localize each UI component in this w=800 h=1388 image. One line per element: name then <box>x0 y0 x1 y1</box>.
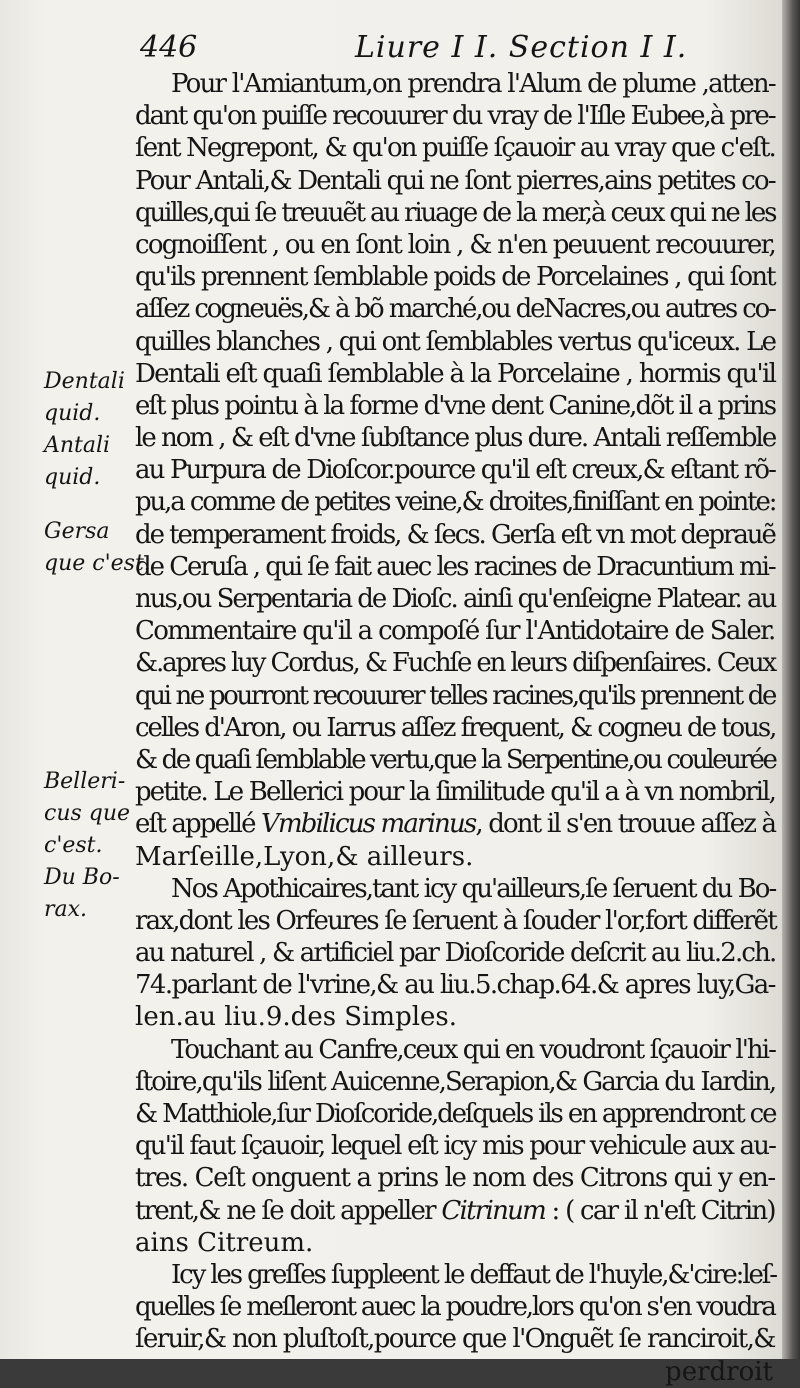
text-line <box>135 132 775 164</box>
text-line <box>135 680 775 712</box>
text-line <box>135 905 775 937</box>
text-segment: ſent Negrepont, & qu'on puiſſe ſçauoir au vray que c'eſt. <box>135 133 775 164</box>
text-segment: ſtoire,qu'ils liſent Auicenne,Serapion,& Garcia du Iardin, <box>135 1066 776 1097</box>
text-line <box>135 1227 775 1259</box>
text-line <box>135 68 775 100</box>
text-segment: eſt appellé <box>135 809 262 840</box>
text-line <box>135 519 775 551</box>
text-segment: petite. Le Bellerici pour la ſimilitude qu'il a à vn nombril, <box>135 777 775 808</box>
text-line <box>135 197 775 229</box>
text-line <box>135 1130 775 1162</box>
page-edge <box>782 0 800 1359</box>
text-line <box>135 1356 775 1388</box>
text-segment: Nos Apothicaires,tant icy qu'ailleurs,ſe ſeruent du Bo- <box>171 873 776 904</box>
text-line <box>135 1291 775 1323</box>
italic-term: Vmbilicus marinus <box>261 809 476 840</box>
text-segment: Icy les greſſes ſuppleent le deffaut de l'huyle,&'cire:leſ- <box>171 1259 776 1290</box>
page-header <box>140 24 780 68</box>
marginal-note-line: que c'est. <box>44 551 151 576</box>
marginal-note <box>44 516 151 580</box>
marginal-note-line: c'est. <box>44 833 103 858</box>
text-segment: ains Citreum. <box>135 1227 314 1258</box>
text-line <box>135 647 775 679</box>
text-segment: Marſeille,Lyon,& ailleurs. <box>135 841 474 872</box>
text-segment: & de quaſi ſemblable vertu,que la Serpentine,ou couleurée <box>135 744 776 775</box>
marginal-note <box>44 766 138 862</box>
body-text <box>135 68 775 1388</box>
text-segment: au Purpura de Dioſcor.pource qu'il eſt creux,& eſtant rõ- <box>135 455 776 486</box>
text-segment: dant qu'on puiſſe recouurer du vray de l'Iſle Eubee,à pre- <box>135 101 775 132</box>
text-segment: quilles,qui ſe treuuẽt au riuage de la mer,à ceux qui ne les <box>135 197 776 228</box>
text-line <box>135 454 775 486</box>
text-line <box>135 841 775 873</box>
text-segment: quilles blanches , qui ont ſemblables vertus qu'iceux. Le <box>135 326 776 357</box>
running-title: Liure I I. Section I I. <box>355 30 688 65</box>
marginal-note-line: Antali <box>44 433 111 458</box>
marginal-note <box>44 366 138 430</box>
text-line <box>135 583 775 615</box>
text-line <box>135 1001 775 1033</box>
text-line <box>135 326 775 358</box>
marginal-note <box>44 862 138 926</box>
text-segment: Commentaire qu'il a compoſé ſur l'Antidotaire de Saler. <box>135 616 775 647</box>
text-line <box>135 1098 775 1130</box>
text-line <box>135 1034 775 1066</box>
text-segment: ſeruir,& non pluſtoſt,pource que l'Onguẽt ſe ranciroit,& <box>135 1324 775 1355</box>
text-segment: len.au liu.9.des Simples. <box>135 1002 458 1033</box>
marginal-note-line: rax. <box>44 897 88 922</box>
text-line <box>135 744 775 776</box>
text-segment: pu,a comme de petites veine,& droites,finiſſant en pointe: <box>135 487 776 518</box>
text-segment: Pour Antali,& Dentali qui ne ſont pierres,ains petites co- <box>135 165 775 196</box>
text-segment: trent,& ne ſe doit appeller <box>135 1195 442 1226</box>
text-line <box>135 808 775 840</box>
text-segment: qui ne pourront recouurer telles racines,qu'ils prennent de <box>135 680 776 711</box>
text-line <box>135 293 775 325</box>
text-segment: quelles ſe meſleront auec la poudre,lors qu'on s'en voudra <box>135 1292 775 1323</box>
text-segment: le nom , & eſt d'vne ſubſtance plus dure. Antali reſſemble <box>135 423 776 454</box>
text-segment: qu'il faut ſçauoir, lequel eſt icy mis pour vehicule aux au- <box>135 1131 776 1162</box>
text-segment: Touchant au Canfre,ceux qui en voudront ſçauoir l'hi- <box>171 1034 775 1065</box>
text-line <box>135 1323 775 1355</box>
text-segment: cognoiſſent , ou en ſont loin , & n'en peuuent recouurer, <box>135 229 776 260</box>
text-segment: au naturel , & artificiel par Dioſcoride deſcrit au liu.2.ch. <box>135 938 776 969</box>
text-line <box>135 390 775 422</box>
text-segment: nus,ou Serpentaria de Dioſc. ainſi qu'enſeigne Platear. au <box>135 584 776 614</box>
text-line <box>135 486 775 518</box>
text-line <box>135 776 775 808</box>
text-segment: perdroit <box>665 1356 773 1387</box>
text-segment: 74.parlant de l'vrine,& au liu.5.chap.64.& apres luy,Ga- <box>135 970 775 1001</box>
text-segment: Dentali eſt quaſi ſemblable à la Porcelaine , hormis qu'il <box>135 358 776 389</box>
text-segment: qu'ils prennent ſemblable poids de Porcelaines , qui ſont <box>135 262 775 293</box>
text-segment: rax,dont les Orfeures ſe ſeruent à ſouder l'or,fort differẽt <box>135 905 776 936</box>
page-number: 446 <box>140 30 198 65</box>
text-line <box>135 1259 775 1291</box>
marginal-note-line: Du Bo- <box>44 865 120 890</box>
text-line <box>135 422 775 454</box>
marginal-note-line: quid. <box>44 401 101 426</box>
text-line <box>135 969 775 1001</box>
text-segment: : ( car il n'eſt Citrin) <box>545 1195 775 1226</box>
text-segment: de Ceruſa , qui ſe fait auec les racines de Dracuntium mi- <box>135 551 775 582</box>
text-line <box>135 937 775 969</box>
text-segment: de temperament froids, & ſecs. Gerſa eſt vn mot deprauẽ <box>135 519 775 550</box>
text-line <box>135 1162 775 1194</box>
marginal-note-line: Gersa <box>44 519 110 544</box>
marginal-note-line: Belleri- <box>44 769 126 794</box>
text-line <box>135 551 775 583</box>
text-line <box>135 229 775 261</box>
marginal-note-line: Dentali <box>44 369 125 394</box>
text-segment: &.apres luy Cordus, & Fuchſe en leurs diſpenſaires. Ceux <box>135 648 776 679</box>
text-line <box>135 100 775 132</box>
text-line <box>135 1066 775 1098</box>
text-segment: celles d'Aron, ou Iarrus aſſez frequent, & cogneu de tous, <box>135 712 776 743</box>
text-line <box>135 615 775 647</box>
text-segment: aſſez cogneuës,& à bõ marché,ou deNacres,ou autres co- <box>135 294 775 325</box>
text-line <box>135 358 775 390</box>
marginal-note-line: cus que <box>44 801 131 826</box>
text-segment: Pour l'Amiantum,on prendra l'Alum de plume ,atten- <box>171 69 775 99</box>
text-line <box>135 1195 775 1227</box>
text-line <box>135 873 775 905</box>
text-segment: & Matthiole,ſur Dioſcoride,deſquels ils en apprendront ce <box>135 1099 776 1129</box>
marginal-note-line: quid. <box>44 465 101 490</box>
text-segment: tres. Ceſt onguent a prins le nom des Citrons qui y en- <box>135 1163 775 1194</box>
text-line <box>135 165 775 197</box>
text-segment: eſt plus pointu à la forme d'vne dent Canine,dõt il a prins <box>135 390 776 421</box>
marginal-note <box>44 430 138 494</box>
text-line <box>135 261 775 293</box>
italic-term: Citrinum <box>441 1195 546 1226</box>
text-segment: , dont il s'en trouue aſſez à <box>475 809 776 840</box>
text-line <box>135 712 775 744</box>
